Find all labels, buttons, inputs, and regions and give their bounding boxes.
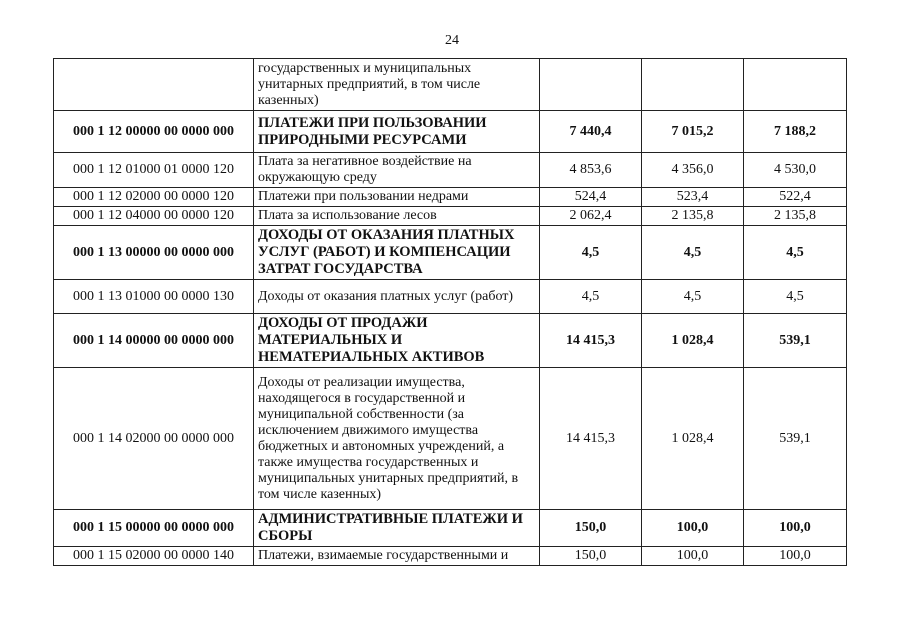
table-row (54, 510, 847, 547)
code-cell: 000 1 13 01000 00 0000 130 (54, 280, 254, 314)
table-row (54, 153, 847, 188)
value-cell-1: 7 440,4 (540, 111, 642, 153)
name-cell: Доходы от оказания платных услуг (работ) (254, 280, 540, 314)
table-row (54, 280, 847, 314)
value-cell-2: 100,0 (642, 547, 744, 566)
table-row (54, 314, 847, 368)
value-cell-3: 4,5 (744, 280, 847, 314)
value-cell-2: 7 015,2 (642, 111, 744, 153)
name-cell: ДОХОДЫ ОТ ОКАЗАНИЯ ПЛАТНЫХ УСЛУГ (РАБОТ) И КОМПЕНСАЦИИ ЗАТРАТ ГОСУДАРСТВА (254, 226, 540, 280)
value-cell-3: 522,4 (744, 188, 847, 207)
name-cell: государственных и муниципальных унитарных предприятий, в том числе казенных) (254, 59, 540, 111)
table-body (54, 59, 847, 566)
code-cell: 000 1 13 00000 00 0000 000 (54, 226, 254, 280)
code-cell: 000 1 12 04000 00 0000 120 (54, 207, 254, 226)
table-row (54, 226, 847, 280)
code-cell: 000 1 12 02000 00 0000 120 (54, 188, 254, 207)
value-cell-2 (642, 59, 744, 111)
value-cell-2: 4 356,0 (642, 153, 744, 188)
value-cell-2: 4,5 (642, 226, 744, 280)
value-cell-1: 150,0 (540, 510, 642, 547)
value-cell-2: 1 028,4 (642, 368, 744, 510)
value-cell-1: 524,4 (540, 188, 642, 207)
table-row (54, 188, 847, 207)
table-row (54, 368, 847, 510)
value-cell-3: 4 530,0 (744, 153, 847, 188)
value-cell-1: 4,5 (540, 280, 642, 314)
value-cell-3: 4,5 (744, 226, 847, 280)
value-cell-1: 14 415,3 (540, 314, 642, 368)
value-cell-2: 1 028,4 (642, 314, 744, 368)
value-cell-2: 100,0 (642, 510, 744, 547)
name-cell: Платежи при пользовании недрами (254, 188, 540, 207)
value-cell-3: 2 135,8 (744, 207, 847, 226)
table-row (54, 207, 847, 226)
code-cell: 000 1 15 00000 00 0000 000 (54, 510, 254, 547)
value-cell-2: 4,5 (642, 280, 744, 314)
value-cell-3 (744, 59, 847, 111)
value-cell-3: 539,1 (744, 368, 847, 510)
value-cell-2: 523,4 (642, 188, 744, 207)
table-row (54, 111, 847, 153)
value-cell-1 (540, 59, 642, 111)
code-cell: 000 1 14 00000 00 0000 000 (54, 314, 254, 368)
page-number: 24 (445, 33, 459, 48)
name-cell: Плата за негативное воздействие на окружающую среду (254, 153, 540, 188)
code-cell (54, 59, 254, 111)
value-cell-3: 7 188,2 (744, 111, 847, 153)
name-cell: Плата за использование лесов (254, 207, 540, 226)
name-cell: ДОХОДЫ ОТ ПРОДАЖИ МАТЕРИАЛЬНЫХ И НЕМАТЕРИАЛЬНЫХ АКТИВОВ (254, 314, 540, 368)
table-row (54, 547, 847, 566)
name-cell: Платежи, взимаемые государственными и (254, 547, 540, 566)
value-cell-2: 2 135,8 (642, 207, 744, 226)
value-cell-3: 100,0 (744, 510, 847, 547)
value-cell-3: 539,1 (744, 314, 847, 368)
table-row (54, 59, 847, 111)
code-cell: 000 1 15 02000 00 0000 140 (54, 547, 254, 566)
name-cell: Доходы от реализации имущества, находящегося в государственной и муниципальной собственности (за исключением движимого имущества бюджетных и автономных учреждений, а также имущества государственных и муниципальных унитарных предприятий, в том числе казенных) (254, 368, 540, 510)
value-cell-1: 4 853,6 (540, 153, 642, 188)
code-cell: 000 1 12 01000 01 0000 120 (54, 153, 254, 188)
name-cell: АДМИНИСТРАТИВНЫЕ ПЛАТЕЖИ И СБОРЫ (254, 510, 540, 547)
value-cell-1: 150,0 (540, 547, 642, 566)
value-cell-1: 14 415,3 (540, 368, 642, 510)
value-cell-1: 4,5 (540, 226, 642, 280)
code-cell: 000 1 12 00000 00 0000 000 (54, 111, 254, 153)
budget-table (53, 58, 847, 566)
value-cell-3: 100,0 (744, 547, 847, 566)
value-cell-1: 2 062,4 (540, 207, 642, 226)
code-cell: 000 1 14 02000 00 0000 000 (54, 368, 254, 510)
name-cell: ПЛАТЕЖИ ПРИ ПОЛЬЗОВАНИИ ПРИРОДНЫМИ РЕСУРСАМИ (254, 111, 540, 153)
